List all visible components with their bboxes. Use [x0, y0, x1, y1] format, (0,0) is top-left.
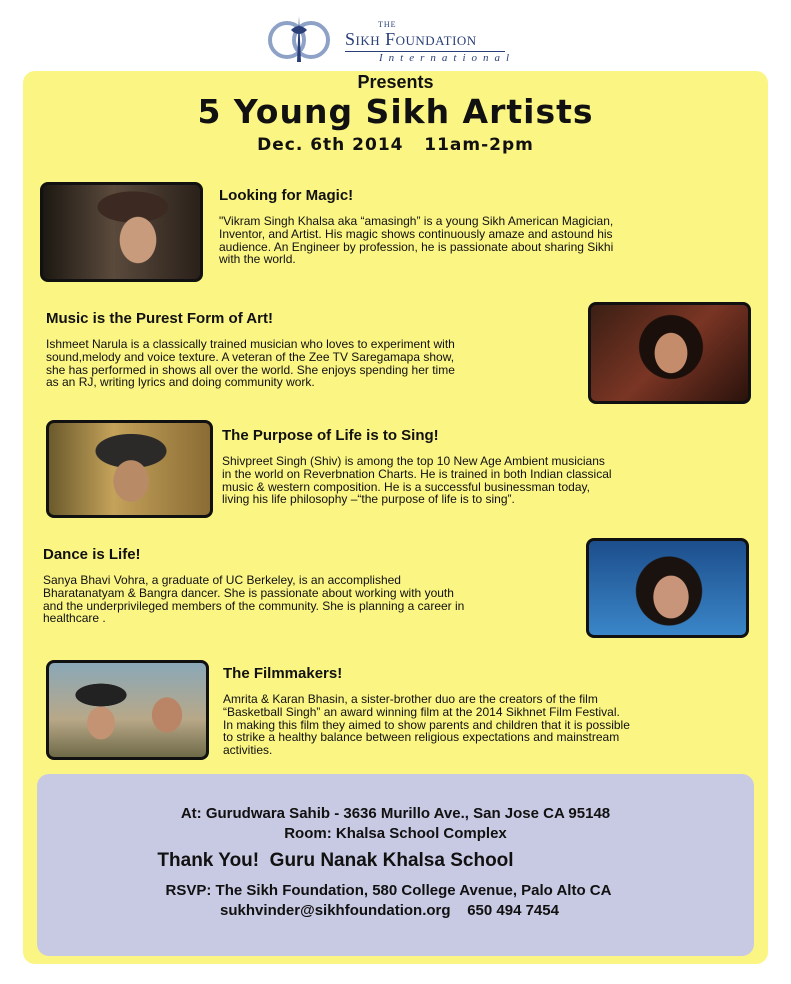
- logo-name: Sikh Foundation: [345, 29, 477, 49]
- rsvp-contact: sukhvinder@sikhfoundation.org 650 494 7454: [220, 902, 559, 919]
- body-line: in the world on Reverbnation Charts. He is trained in both Indian classical: [222, 466, 612, 481]
- body-line: to strike a healthy balance between religious expectations and mainstream: [223, 730, 620, 745]
- section-heading-filmmakers: The Filmmakers!: [223, 665, 343, 682]
- foundation-logo: [265, 10, 515, 68]
- body-line: with the world.: [219, 252, 296, 267]
- venue-address: At: Gurudwara Sahib - 3636 Murillo Ave., San Jose CA 95148: [180, 805, 611, 822]
- section-heading-sing: The Purpose of Life is to Sing!: [222, 427, 439, 444]
- body-line: “Basketball Singh” an award winning film at the 2014 Sikhnet Film Festival.: [223, 704, 620, 719]
- logo-international: International: [379, 52, 516, 64]
- artist-photo-musician: [46, 420, 213, 518]
- body-line: healthcare .: [43, 611, 106, 626]
- body-line: living his life philosophy –“the purpose of life is to sing”.: [222, 492, 515, 507]
- presents-label: Presents: [357, 72, 434, 92]
- body-line: sound,melody and voice texture. A veteran of the Zee TV Saregamapa show,: [46, 349, 455, 364]
- venue-room: Room: Khalsa School Complex: [284, 825, 507, 842]
- body-line: music & western composition. He is a successful businessman today,: [222, 479, 590, 494]
- section-body-dance: [43, 574, 464, 625]
- body-line: Inventor, and Artist. His magic shows continuously amaze and astound his: [219, 226, 613, 241]
- body-line: as an RJ, writing lyrics and doing community work.: [46, 375, 315, 390]
- body-line: Bharatanatyam & Bangra dancer. She is passionate about working with youth: [43, 585, 454, 600]
- logo-the: THE: [378, 20, 397, 29]
- body-line: she has performed in shows all over the world. She enjoys spending her time: [46, 362, 455, 377]
- body-line: In making this film they aimed to show parents and children that it is possible: [223, 717, 630, 732]
- body-line: Shivpreet Singh (Shiv) is among the top 10 New Age Ambient musicians: [222, 454, 605, 468]
- section-heading-magic: Looking for Magic!: [219, 187, 354, 204]
- section-heading-music: Music is the Purest Form of Art!: [46, 310, 273, 327]
- artist-photo-filmmakers: [46, 660, 209, 760]
- body-line: Sanya Bhavi Vohra, a graduate of UC Berkeley, is an accomplished: [43, 573, 401, 587]
- body-line: "Vikram Singh Khalsa aka “amasingh” is a young Sikh American Magician,: [219, 214, 614, 228]
- section-body-filmmakers: [223, 693, 630, 757]
- section-heading-dance: Dance is Life!: [43, 546, 141, 563]
- artist-photo-dancer: [586, 538, 749, 638]
- artist-photo-singer: [588, 302, 751, 404]
- body-line: audience. An Engineer by profession, he is passionate about sharing Sikhi: [219, 239, 614, 254]
- section-body-music: [46, 338, 455, 389]
- body-line: and the underprivileged members of the community. She is planning a career in: [43, 598, 465, 613]
- artist-photo-magician: [40, 182, 203, 282]
- rsvp-line: RSVP: The Sikh Foundation, 580 College Avenue, Palo Alto CA: [165, 882, 612, 899]
- event-date: Dec. 6th 2014 11am-2pm: [257, 135, 534, 155]
- section-body-sing: [222, 455, 612, 506]
- body-line: Amrita & Karan Bhasin, a sister-brother duo are the creators of the film: [223, 692, 598, 706]
- body-line: activities.: [223, 743, 273, 758]
- event-title: 5 Young Sikh Artists: [197, 92, 594, 131]
- khanda-logo-icon: [265, 10, 335, 68]
- section-body-magic: [219, 215, 613, 266]
- thank-you-line: Thank You! Guru Nanak Khalsa School: [157, 850, 514, 871]
- body-line: Ishmeet Narula is a classically trained musician who loves to experiment with: [46, 337, 455, 351]
